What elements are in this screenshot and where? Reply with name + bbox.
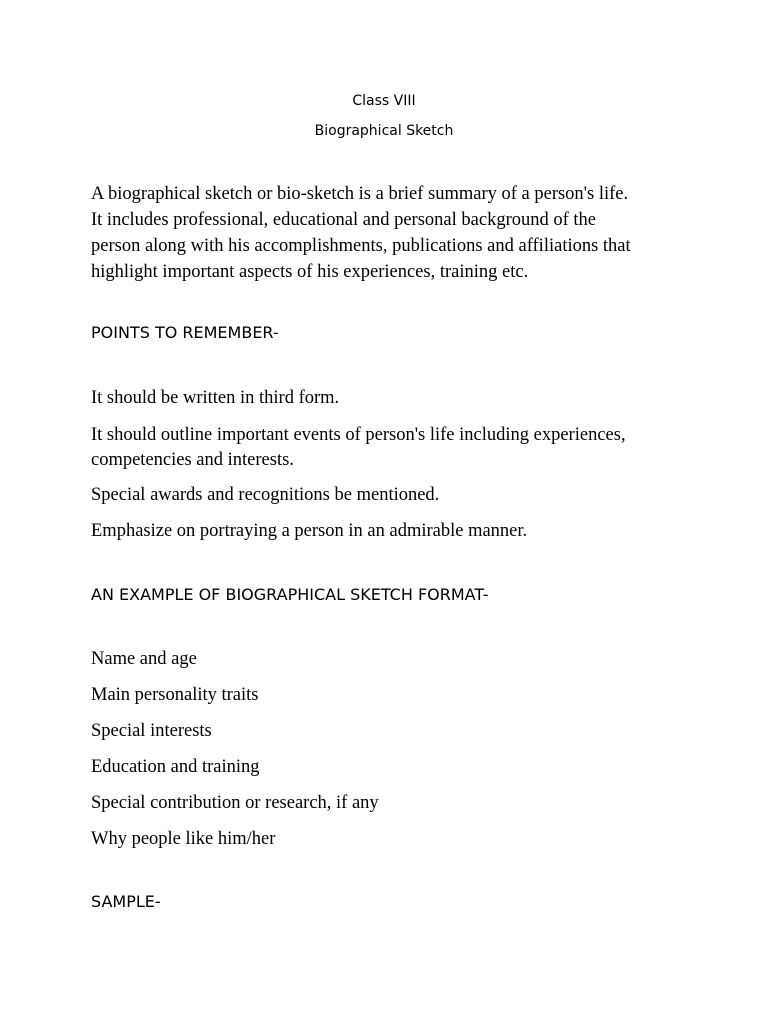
format-item: Special interests (91, 721, 212, 741)
intro-line: It includes professional, educational and personal background of the (91, 210, 596, 230)
intro-line: A biographical sketch or bio-sketch is a brief summary of a person's life. (91, 184, 629, 204)
format-item: Education and training (91, 757, 260, 777)
points-heading: POINTS TO REMEMBER- (91, 323, 279, 342)
document-title: Biographical Sketch (314, 123, 454, 139)
point-line: It should outline important events of person's life including experiences, (91, 425, 626, 445)
point-item: Special awards and recognitions be mentioned. (91, 485, 440, 505)
format-item: Special contribution or research, if any (91, 793, 379, 813)
format-item: Why people like him/her (91, 829, 276, 849)
point-item: Emphasize on portraying a person in an admirable manner. (91, 521, 528, 541)
format-item: Name and age (91, 649, 197, 669)
format-heading: AN EXAMPLE OF BIOGRAPHICAL SKETCH FORMAT- (91, 585, 489, 604)
point-item (91, 422, 691, 472)
intro-line: highlight important aspects of his experiences, training etc. (91, 262, 529, 282)
sample-heading: SAMPLE- (91, 892, 161, 911)
intro-line: person along with his accomplishments, publications and affiliations that (91, 236, 631, 256)
format-item: Main personality traits (91, 685, 259, 705)
point-line: competencies and interests. (91, 450, 294, 470)
intro-paragraph (91, 181, 691, 285)
point-item: It should be written in third form. (91, 388, 340, 408)
class-label: Class VIII (352, 93, 416, 109)
